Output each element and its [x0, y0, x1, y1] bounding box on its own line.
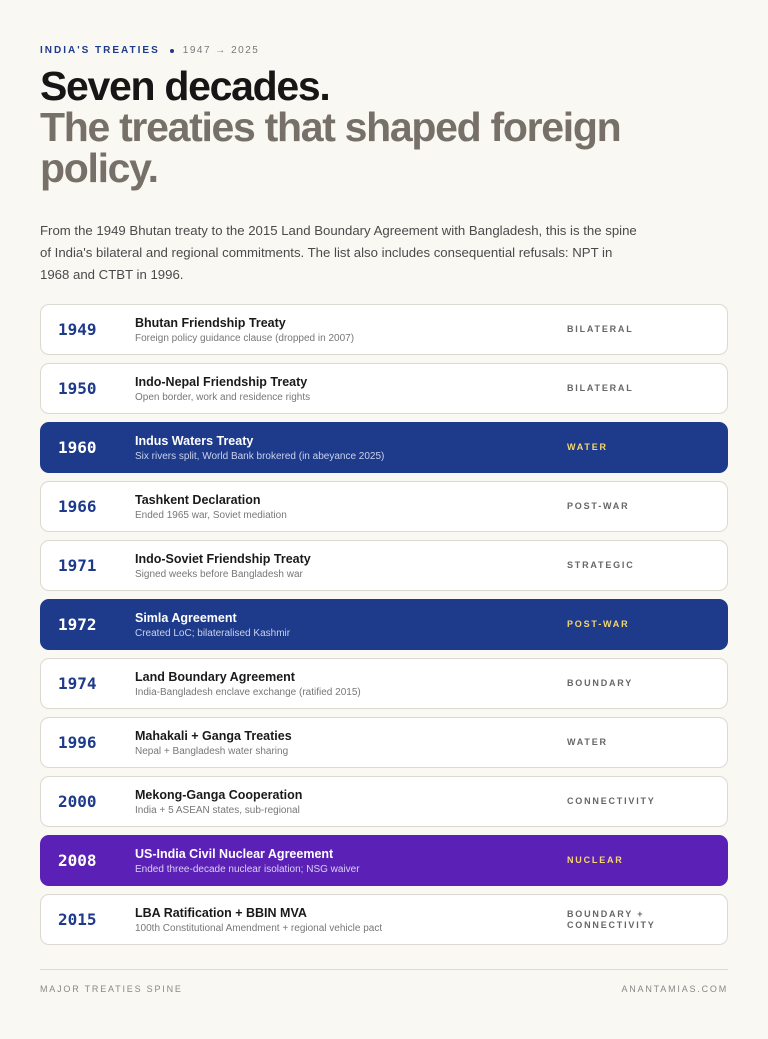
- headline: [40, 63, 680, 191]
- table-row: [40, 658, 728, 709]
- treaty-title: Bhutan Friendship Treaty: [135, 315, 286, 330]
- treaty-text: [135, 788, 567, 816]
- table-row: [40, 540, 728, 591]
- treaty-category: CONNECTIVITY: [567, 796, 656, 806]
- treaty-year: 2015: [58, 910, 97, 929]
- treaty-subtitle: Signed weeks before Bangladesh war: [135, 568, 303, 580]
- table-row: [40, 363, 728, 414]
- treaty-category: BILATERAL: [567, 324, 634, 334]
- treaty-year: 1971: [58, 556, 97, 575]
- treaty-title: Mahakali + Ganga Treaties: [135, 728, 292, 743]
- treaty-year: 1960: [58, 438, 97, 457]
- treaty-category: POST-WAR: [567, 501, 630, 511]
- treaty-text: [135, 375, 567, 403]
- treaty-year: 1966: [58, 497, 97, 516]
- treaty-category: WATER: [567, 442, 608, 452]
- treaty-title: Indo-Nepal Friendship Treaty: [135, 374, 308, 389]
- treaty-subtitle: 100th Constitutional Amendment + regional vehicle pact: [135, 922, 383, 934]
- treaty-subtitle: India + 5 ASEAN states, sub-regional: [135, 804, 300, 816]
- treaty-category: POST-WAR: [567, 619, 630, 629]
- headline-line-1: Seven decades.: [40, 63, 330, 109]
- treaty-year: 1950: [58, 379, 97, 398]
- treaty-year: 1972: [58, 615, 97, 634]
- treaty-list: [40, 304, 728, 953]
- kicker-range: 1947 → 2025: [182, 45, 260, 56]
- treaty-subtitle: Created LoC; bilateralised Kashmir: [135, 627, 291, 639]
- treaty-subtitle: Ended three-decade nuclear isolation; NSG waiver: [135, 863, 360, 875]
- treaty-subtitle: Six rivers split, World Bank brokered (in abeyance 2025): [135, 450, 385, 462]
- treaty-text: [135, 316, 567, 344]
- treaty-category: BOUNDARY: [567, 678, 634, 688]
- footer: [40, 984, 728, 994]
- footer-left: MAJOR TREATIES SPINE: [40, 984, 183, 994]
- treaty-title: Indus Waters Treaty: [135, 433, 254, 448]
- treaty-year: 2000: [58, 792, 97, 811]
- treaty-title: Mekong-Ganga Cooperation: [135, 787, 303, 802]
- treaty-subtitle: India-Bangladesh enclave exchange (ratified 2015): [135, 686, 361, 698]
- treaty-text: [135, 670, 567, 698]
- treaty-text: [135, 493, 567, 521]
- treaty-text: [135, 434, 567, 462]
- treaty-subtitle: Ended 1965 war, Soviet mediation: [135, 509, 287, 521]
- bullet-dot-icon: [170, 49, 174, 53]
- table-row: [40, 599, 728, 650]
- table-row: [40, 422, 728, 473]
- treaty-title: Simla Agreement: [135, 610, 237, 625]
- treaty-title: Tashkent Declaration: [135, 492, 261, 507]
- treaty-category: BOUNDARY + CONNECTIVITY: [567, 908, 656, 930]
- intro-paragraph: From the 1949 Bhutan treaty to the 2015 Land Boundary Agreement with Bangladesh, this is the spine of India's bilateral and regional commitments. The list also includes consequential refusals: NPT in 1968 and CTBT in 1996.: [40, 223, 637, 282]
- treaty-title: US-India Civil Nuclear Agreement: [135, 846, 334, 861]
- treaty-category: WATER: [567, 737, 608, 747]
- treaty-subtitle: Foreign policy guidance clause (dropped in 2007): [135, 332, 355, 344]
- treaty-category: STRATEGIC: [567, 560, 635, 570]
- treaty-text: [135, 847, 567, 875]
- treaty-category: NUCLEAR: [567, 855, 624, 865]
- treaty-year: 1996: [58, 733, 97, 752]
- treaty-title: Land Boundary Agreement: [135, 669, 295, 684]
- treaty-year: 2008: [58, 851, 97, 870]
- treaty-subtitle: Open border, work and residence rights: [135, 391, 311, 403]
- table-row: [40, 776, 728, 827]
- headline-line-2: The treaties that shaped foreign policy.: [40, 104, 621, 191]
- kicker-tag: INDIA'S TREATIES: [40, 45, 160, 56]
- treaty-text: [135, 552, 567, 580]
- table-row: [40, 481, 728, 532]
- treaty-year: 1974: [58, 674, 97, 693]
- table-row: [40, 835, 728, 886]
- treaty-category: BILATERAL: [567, 383, 634, 393]
- footer-right: ANANTAMIAS.COM: [621, 984, 728, 994]
- table-row: [40, 894, 728, 945]
- table-row: [40, 304, 728, 355]
- treaty-subtitle: Nepal + Bangladesh water sharing: [135, 745, 289, 757]
- table-row: [40, 717, 728, 768]
- treaty-title: LBA Ratification + BBIN MVA: [135, 905, 307, 920]
- treaty-year: 1949: [58, 320, 97, 339]
- treaty-text: [135, 729, 567, 757]
- treaty-text: [135, 611, 567, 639]
- treaty-text: [135, 906, 567, 934]
- treaty-title: Indo-Soviet Friendship Treaty: [135, 551, 311, 566]
- kicker: [40, 45, 259, 56]
- footer-divider: [40, 969, 728, 970]
